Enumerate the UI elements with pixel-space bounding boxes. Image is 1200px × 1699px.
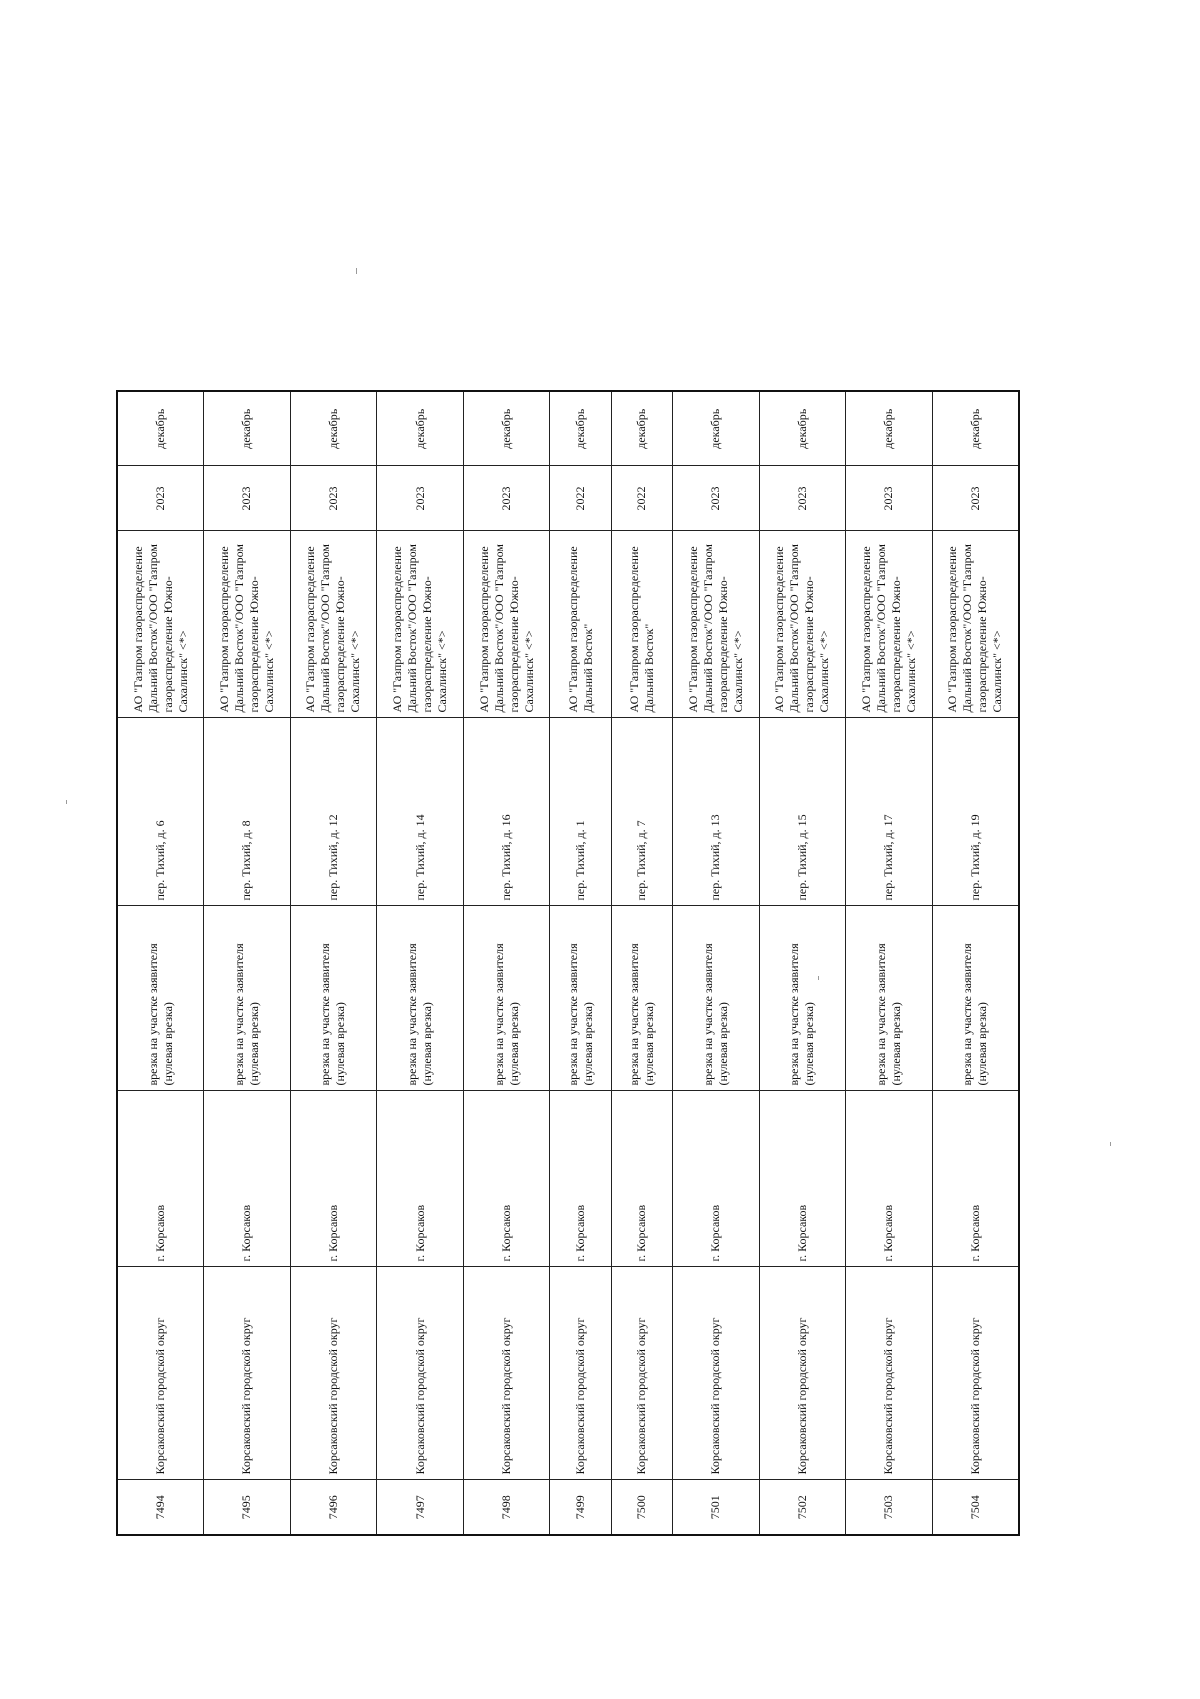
address-cell: пер. Тихий, д. 14	[377, 718, 464, 906]
table-row	[117, 391, 204, 1535]
address-cell: пер. Тихий, д. 17	[846, 718, 933, 906]
row-number-cell: 7496	[290, 1480, 377, 1535]
city-cell: г. Корсаков	[846, 1091, 933, 1267]
scan-speck	[1110, 1142, 1111, 1146]
organization-cell: АО "Газпром газораспределение Дальний Восток"/ООО "Газпром газораспределение Южно-Сахалинск" <*>	[846, 531, 933, 718]
row-number-cell: 7502	[759, 1480, 846, 1535]
year-cell: 2022	[611, 466, 672, 531]
month-cell: декабрь	[550, 391, 611, 466]
connection-type-cell: врезка на участке заявителя (нулевая врезка)	[672, 906, 759, 1091]
city-cell: г. Корсаков	[672, 1091, 759, 1267]
row-number-cell: 7498	[463, 1480, 550, 1535]
table-row	[846, 391, 933, 1535]
district-cell: Корсаковский городской округ	[672, 1267, 759, 1480]
address-cell: пер. Тихий, д. 16	[463, 718, 550, 906]
district-cell: Корсаковский городской округ	[759, 1267, 846, 1480]
address-cell: пер. Тихий, д. 19	[932, 718, 1019, 906]
organization-cell: АО "Газпром газораспределение Дальний Восток"/ООО "Газпром газораспределение Южно-Сахалинск" <*>	[117, 531, 204, 718]
connection-type-cell: врезка на участке заявителя (нулевая врезка)	[550, 906, 611, 1091]
address-cell: пер. Тихий, д. 6	[117, 718, 204, 906]
city-cell: г. Корсаков	[759, 1091, 846, 1267]
gasification-schedule-table	[116, 390, 1020, 1536]
district-cell: Корсаковский городской округ	[377, 1267, 464, 1480]
row-number-cell: 7500	[611, 1480, 672, 1535]
table-body	[117, 391, 1019, 1535]
year-cell: 2023	[463, 466, 550, 531]
month-cell: декабрь	[204, 391, 291, 466]
month-cell: декабрь	[290, 391, 377, 466]
connection-type-cell: врезка на участке заявителя (нулевая врезка)	[611, 906, 672, 1091]
table-row	[672, 391, 759, 1535]
scan-speck	[356, 268, 357, 274]
row-number-cell: 7503	[846, 1480, 933, 1535]
organization-cell: АО "Газпром газораспределение Дальний Восток"	[550, 531, 611, 718]
district-cell: Корсаковский городской округ	[550, 1267, 611, 1480]
connection-type-cell: врезка на участке заявителя (нулевая врезка)	[117, 906, 204, 1091]
district-cell: Корсаковский городской округ	[611, 1267, 672, 1480]
row-number-cell: 7495	[204, 1480, 291, 1535]
address-cell: пер. Тихий, д. 15	[759, 718, 846, 906]
year-cell: 2023	[204, 466, 291, 531]
table-row	[611, 391, 672, 1535]
scan-speck	[818, 976, 819, 980]
organization-cell: АО "Газпром газораспределение Дальний Восток"/ООО "Газпром газораспределение Южно-Сахалинск" <*>	[672, 531, 759, 718]
month-cell: декабрь	[672, 391, 759, 466]
city-cell: г. Корсаков	[204, 1091, 291, 1267]
city-cell: г. Корсаков	[611, 1091, 672, 1267]
city-cell: г. Корсаков	[463, 1091, 550, 1267]
table-row	[377, 391, 464, 1535]
month-cell: декабрь	[759, 391, 846, 466]
organization-cell: АО "Газпром газораспределение Дальний Восток"/ООО "Газпром газораспределение Южно-Сахалинск" <*>	[932, 531, 1019, 718]
row-number-cell: 7497	[377, 1480, 464, 1535]
row-number-cell: 7504	[932, 1480, 1019, 1535]
table-row	[204, 391, 291, 1535]
month-cell: декабрь	[117, 391, 204, 466]
month-cell: декабрь	[611, 391, 672, 466]
year-cell: 2023	[117, 466, 204, 531]
month-cell: декабрь	[377, 391, 464, 466]
month-cell: декабрь	[932, 391, 1019, 466]
year-cell: 2023	[932, 466, 1019, 531]
city-cell: г. Корсаков	[117, 1091, 204, 1267]
year-cell: 2023	[672, 466, 759, 531]
connection-type-cell: врезка на участке заявителя (нулевая врезка)	[204, 906, 291, 1091]
organization-cell: АО "Газпром газораспределение Дальний Восток"/ООО "Газпром газораспределение Южно-Сахалинск" <*>	[463, 531, 550, 718]
district-cell: Корсаковский городской округ	[117, 1267, 204, 1480]
year-cell: 2023	[846, 466, 933, 531]
year-cell: 2023	[377, 466, 464, 531]
connection-type-cell: врезка на участке заявителя (нулевая врезка)	[463, 906, 550, 1091]
table-row	[463, 391, 550, 1535]
connection-type-cell: врезка на участке заявителя (нулевая врезка)	[377, 906, 464, 1091]
connection-type-cell: врезка на участке заявителя (нулевая врезка)	[759, 906, 846, 1091]
address-cell: пер. Тихий, д. 7	[611, 718, 672, 906]
table-row	[759, 391, 846, 1535]
city-cell: г. Корсаков	[377, 1091, 464, 1267]
address-cell: пер. Тихий, д. 1	[550, 718, 611, 906]
organization-cell: АО "Газпром газораспределение Дальний Восток"/ООО "Газпром газораспределение Южно-Сахалинск" <*>	[377, 531, 464, 718]
organization-cell: АО "Газпром газораспределение Дальний Восток"/ООО "Газпром газораспределение Южно-Сахалинск" <*>	[290, 531, 377, 718]
scan-speck	[66, 800, 67, 804]
table-container	[116, 392, 1020, 1536]
table-row	[932, 391, 1019, 1535]
month-cell: декабрь	[846, 391, 933, 466]
month-cell: декабрь	[463, 391, 550, 466]
connection-type-cell: врезка на участке заявителя (нулевая врезка)	[932, 906, 1019, 1091]
year-cell: 2022	[550, 466, 611, 531]
organization-cell: АО "Газпром газораспределение Дальний Восток"	[611, 531, 672, 718]
address-cell: пер. Тихий, д. 12	[290, 718, 377, 906]
address-cell: пер. Тихий, д. 8	[204, 718, 291, 906]
district-cell: Корсаковский городской округ	[846, 1267, 933, 1480]
city-cell: г. Корсаков	[932, 1091, 1019, 1267]
table-row	[290, 391, 377, 1535]
row-number-cell: 7501	[672, 1480, 759, 1535]
address-cell: пер. Тихий, д. 13	[672, 718, 759, 906]
district-cell: Корсаковский городской округ	[204, 1267, 291, 1480]
city-cell: г. Корсаков	[290, 1091, 377, 1267]
table-row	[550, 391, 611, 1535]
city-cell: г. Корсаков	[550, 1091, 611, 1267]
connection-type-cell: врезка на участке заявителя (нулевая врезка)	[846, 906, 933, 1091]
row-number-cell: 7494	[117, 1480, 204, 1535]
row-number-cell: 7499	[550, 1480, 611, 1535]
district-cell: Корсаковский городской округ	[932, 1267, 1019, 1480]
organization-cell: АО "Газпром газораспределение Дальний Восток"/ООО "Газпром газораспределение Южно-Сахалинск" <*>	[204, 531, 291, 718]
year-cell: 2023	[290, 466, 377, 531]
connection-type-cell: врезка на участке заявителя (нулевая врезка)	[290, 906, 377, 1091]
year-cell: 2023	[759, 466, 846, 531]
organization-cell: АО "Газпром газораспределение Дальний Восток"/ООО "Газпром газораспределение Южно-Сахалинск" <*>	[759, 531, 846, 718]
district-cell: Корсаковский городской округ	[290, 1267, 377, 1480]
district-cell: Корсаковский городской округ	[463, 1267, 550, 1480]
